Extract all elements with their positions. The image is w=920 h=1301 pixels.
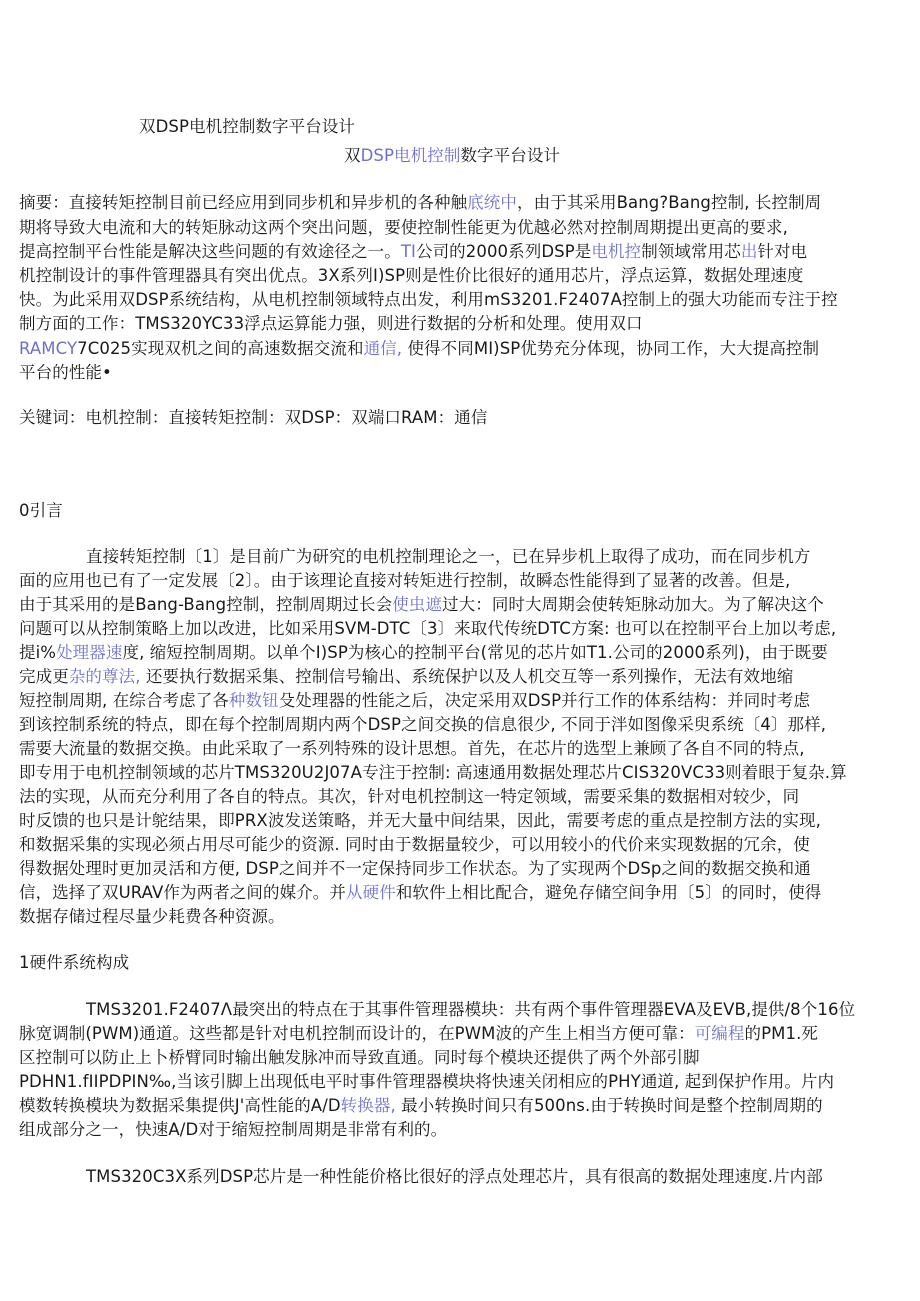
hardware-line: [86, 1166, 823, 1188]
abstract-line: [19, 313, 643, 335]
text-run: 机控制设计的事件管理器具有突出优点。3X系列I)SP则是性价比很好的通用芯片，浮点运算，数据处理速度: [19, 266, 804, 285]
intro-line: [19, 642, 828, 664]
text-run: 快。为此采用双DSP系统结构，从电机控制领域特点出发，利用mS3201.F2407A控制上的强大功能而专注于控: [19, 290, 838, 309]
document-title: 双DSP电机控制数字平台设计: [139, 117, 356, 136]
inline-link[interactable]: 处理器速: [56, 643, 123, 662]
text-run: 问题可以从控制策略上加以改进，比如采用SVM-DTC〔3〕来取代传统DTC方案: 也可以在控制平台上加以考虑,: [19, 619, 837, 638]
text-run: 最小转换时间只有500ns.由于转换时间是整个控制周期的: [395, 1096, 823, 1115]
text-run: 由于其采用的是Bang-Bang控制，控制周期过长会: [19, 595, 393, 614]
text-run: 制方面的工作：TMS320YC33浮点运算能力强，则进行数据的分析和处理。使用双口: [19, 314, 643, 333]
hardware-line: [19, 1047, 700, 1069]
intro-line: [19, 618, 836, 640]
text-run: 区控制可以防止上卜桥臂同时输出触发脉冲而导致直通。同时每个模块还提供了两个外部引脚: [19, 1048, 700, 1067]
text-run: 公司的2000系列DSP是: [415, 242, 592, 261]
text-run: 组成部分之一，快速A/D对于缩短控制周期是非常有利的。: [19, 1120, 448, 1139]
text-run: 和数据采集的实现必须占用尽可能少的资源. 同时由于数据量较少，可以用较小的代价来实现数据的冗余，使: [19, 835, 810, 854]
text-run: 直接转矩控制〔1〕是目前广为研究的电机控制理论之一，已在异步机上取得了成功，而在同步机方: [86, 547, 811, 566]
intro-line: [19, 882, 821, 904]
text-run: 提高控制平台性能是解决这些问题的有效途径之一。: [19, 242, 401, 261]
text-run: 脉宽调制(PWM)通道。这些都是针对电机控制而设计的，在PWM波的产生上相当方便可靠：: [19, 1024, 695, 1043]
inline-link[interactable]: 底统中: [467, 193, 518, 212]
keywords: 关键词：电机控制：直接转矩控制：双DSP：双端口RAM：通信: [19, 408, 488, 427]
text-run: 面的应用也已有了一定发展〔2〕。由于该理论直接对转矩进行控制，故瞬态性能得到了显著的改善。但是,: [19, 571, 791, 590]
text-run: TMS320C3X系列DSP芯片是一种性能价格比很好的浮点处理芯片，具有很高的数据处理速度.片内部: [86, 1167, 823, 1186]
text-run: 信，选择了双URAV作为两者之间的媒介。并: [19, 883, 346, 902]
abstract-line: [19, 241, 807, 263]
text-run: 7C025实现双机之间的高速数据交流和: [77, 339, 364, 358]
text-run: 得数据处理时更加灵活和方便, DSP之间并不一定保持同步工作状态。为了实现两个DSp之间的数据交换和通: [19, 859, 811, 878]
inline-link[interactable]: RAMCY: [19, 339, 78, 358]
inline-link[interactable]: 电机控: [591, 242, 642, 261]
inline-link[interactable]: 可编程: [694, 1024, 745, 1043]
inline-link[interactable]: 种数钮: [228, 691, 279, 710]
abstract-line: [19, 338, 819, 360]
text-run: 时反馈的也只是计鸵结果，即PRX波发送策略，并无大量中间结果，因此，需要考虑的重点是控制方法的实现,: [19, 811, 821, 830]
intro-line: [19, 810, 821, 832]
hardware-line: [86, 999, 855, 1021]
intro-line: [19, 570, 790, 592]
inline-link[interactable]: 杂的尊法,: [68, 667, 141, 686]
intro-line: [19, 690, 810, 712]
text-run: 短控制周期, 在综合考虑了各: [19, 691, 229, 710]
text-run: TMS3201.F2407Λ最突出的特点在于其事件管理器模块：共有两个事件管理器EVA及EVB,提供/8个16位: [86, 1000, 856, 1019]
intro-line: [19, 666, 793, 688]
text-run: 需要大流量的数据交换。由此采取了一系列特殊的设计思想。首先，在芯片的选型上兼顾了各自不同的特点,: [19, 739, 805, 758]
title-link[interactable]: DSP电机控制: [360, 146, 461, 165]
text-run: 平台的性能•: [19, 363, 112, 382]
hardware-line: [19, 1071, 834, 1093]
text-run: 完成更: [19, 667, 69, 686]
text-run: 即专用于电机控制领域的芯片TMS320U2J07A专注于控制: 高速通用数据处理芯片CIS320VC33则着眼于复杂.算: [19, 763, 847, 782]
text-run: 制领域常用芯: [641, 242, 741, 261]
text-run: 殳处理器的性能之后，决定采用双DSP并行工作的体系结构：并同时考虑: [278, 691, 811, 710]
intro-line: [19, 594, 824, 616]
intro-line: [86, 546, 810, 568]
inline-link[interactable]: TI: [400, 242, 416, 261]
inline-link[interactable]: 通信,: [363, 339, 403, 358]
text-run: PDHN1.fIIPDPIN‰,当该引脚上出现低电平时事件管理器模块将快速关闭相应的PHY通道, 起到保护作用。片内: [19, 1072, 835, 1091]
hardware-line: [19, 1119, 447, 1141]
inline-link[interactable]: 转换器,: [340, 1096, 396, 1115]
abstract-line: [19, 192, 821, 214]
text-run: 和软件上相比配合，避免存储空间争用〔5〕的同时，使得: [395, 883, 822, 902]
hardware-line: [19, 1023, 818, 1045]
section-0-heading: 0引言: [19, 501, 63, 520]
text-run: 数据存储过程尽量少耗费各种资源。: [19, 907, 285, 926]
text-run: 摘要：直接转矩控制目前已经应用到同步机和异步机的各种触: [19, 193, 468, 212]
intro-line: [19, 762, 847, 784]
text-run: 提i%: [19, 643, 57, 662]
text-run: 模数转换模块为数据采集提供J'高性能的A/D: [19, 1096, 341, 1115]
intro-line: [19, 858, 811, 880]
abstract-line: [19, 217, 788, 239]
intro-line: [19, 714, 826, 736]
text-run: 针对电: [757, 242, 808, 261]
text-run: 度, 缩短控制周期。以单个I)SP为核心的控制平台(常见的芯片如T1.公司的2000系列)，由于既要: [122, 643, 828, 662]
text-run: ，由于其采用Bang?Bang控制, 长控制周: [517, 193, 822, 212]
text-run: 的PM1.死: [744, 1024, 819, 1043]
inline-link[interactable]: 从硬件: [346, 883, 396, 902]
intro-line: [19, 786, 799, 808]
abstract-line: [19, 289, 838, 311]
text-run: 过大：同时大周期会使转矩脉动加大。为了解决这个: [442, 595, 824, 614]
inline-link[interactable]: 出: [740, 242, 758, 261]
text-run: 法的实现，从而充分利用了各自的特点。其次，针对电机控制这一特定领域，需要采集的数据相对较少，同: [19, 787, 800, 806]
abstract-line: [19, 362, 112, 384]
text-run: 使得不同MI)SP优势充分体现，协同工作，大大提高控制: [402, 339, 820, 358]
abstract-line: [19, 265, 804, 287]
text-run: 还要执行数据采集、控制信号输出、系统保护以及人机交互等一系列操作，无法有效地缩: [140, 667, 794, 686]
intro-line: [19, 834, 810, 856]
intro-line: [19, 738, 805, 760]
hardware-line: [19, 1095, 823, 1117]
inline-link[interactable]: 使虫遮: [392, 595, 443, 614]
centered-title: 双DSP电机控制数字平台设计: [344, 146, 561, 165]
section-1-heading: 1硬件系统构成: [19, 953, 130, 972]
intro-line: [19, 906, 285, 928]
text-run: 期将导致大电流和大的转矩脉动这两个突出问题，要使控制性能更为优越必然对控制周期提出更高的要求,: [19, 218, 788, 237]
text-run: 到该控制系统的特点，即在每个控制周期内两个DSP之间交换的信息很少, 不同于泮如图像采臾系统〔4〕那样,: [19, 715, 827, 734]
